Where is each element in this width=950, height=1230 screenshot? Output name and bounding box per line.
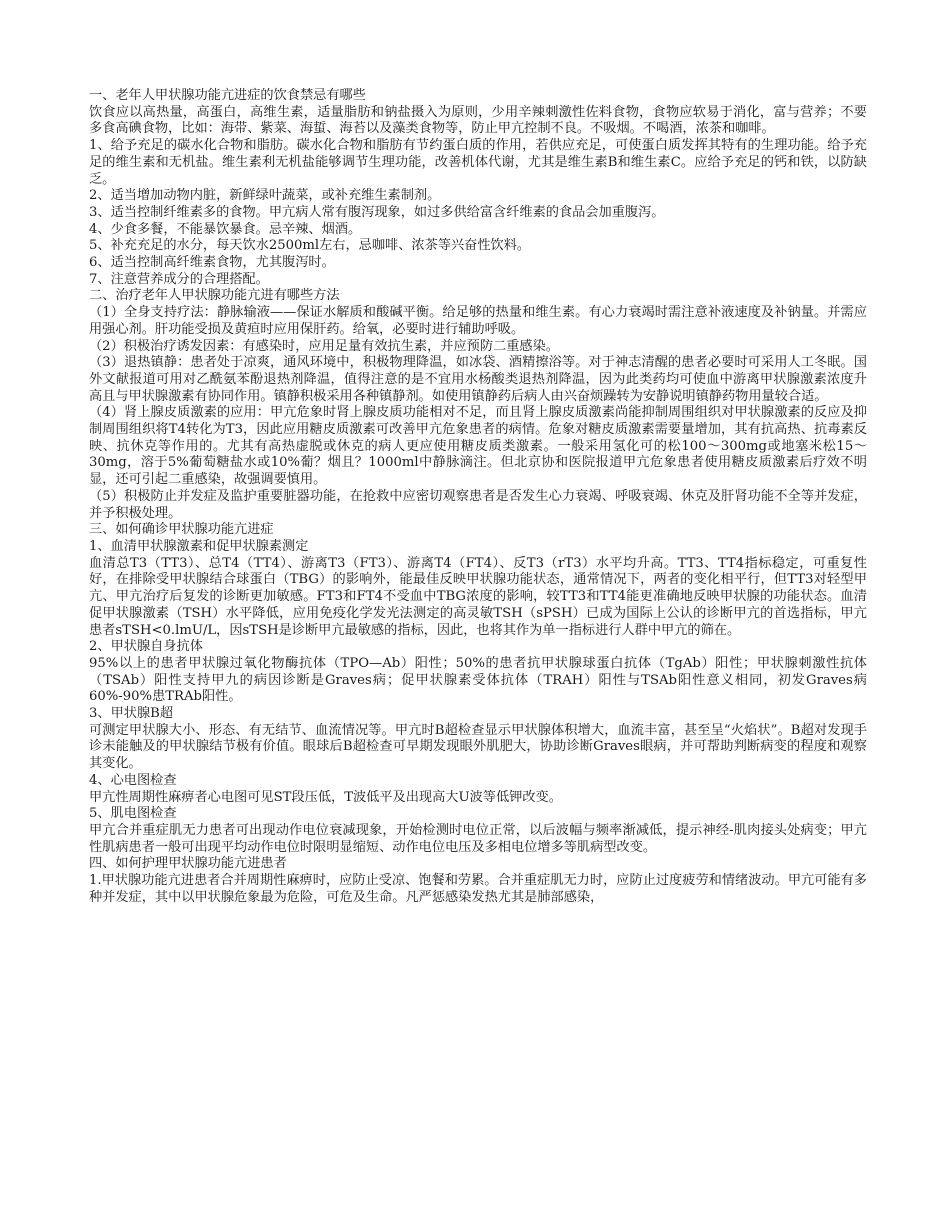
- paragraph: 3、适当控制纤维素多的食物。甲亢病人常有腹泻现象，如过多供给富含纤维素的食品会加重腹泻。: [89, 204, 665, 220]
- paragraph: 2、适当增加动物内脏，新鲜绿叶蔬菜，或补充维生素制剂。: [89, 188, 441, 204]
- paragraph: 5、肌电图检查: [89, 806, 177, 822]
- paragraph: 甲亢合并重症肌无力患者可出现动作电位衰减现象，开始检测时电位正常，以后波幅与频率渐减低，提示神经-肌肉接头处病变；甲亢性肌病患者一般可出现平均动作电位时限明显缩短、动作电位电压及多相电位增多等肌病型改变。: [89, 822, 867, 855]
- paragraph: （4）肾上腺皮质激素的应用：甲亢危象时肾上腺皮质功能相对不足，而且肾上腺皮质激素尚能抑制周围组织对甲状腺激素的反应及抑制周围组织将T4转化为T3，因此应用糖皮质激素可改善甲亢危象患者的病情。危象对糖皮质激素需要量增加，其有抗高热、抗毒素反映、抗休克等作用的。尤其有高热虚脱或休克的病人更应使用糖皮质类激素。一般采用氢化可的松100～300mg或地塞米松15～30mg，溶于5%葡萄糖盐水或10%葡？烟且？1000ml中静脉滴注。但北京协和医院报道甲亢危象患者使用糖皮质激素后疗效不明显，还可引起二重感染，故强调要慎用。: [89, 405, 867, 488]
- paragraph: （1）全身支持疗法：静脉输液——保证水解质和酸碱平衡。给足够的热量和维生素。有心力衰竭时需注意补液速度及补钠量。并需应用强心剂。肝功能受损及黄疸时应用保肝药。给氧，必要时进行辅助呼吸。: [89, 305, 867, 337]
- paragraph: （3）退热镇静：患者处于凉爽，通风环境中，积极物理降温，如冰袋、酒精擦浴等。对于神志清醒的患者必要时可采用人工冬眠。国外文献报道可用对乙酰氨苯酚退热剂降温，值得注意的是不宜用水杨酸类退热剂降温，因为此类药均可使血中游离甲状腺激素浓度升高且与甲状腺激素有协同作用。镇静积极采用各种镇静剂。如使用镇静药后病人由兴奋烦躁转为安静说明镇静药物用量较合适。: [89, 355, 867, 404]
- section-heading: 一、老年人甲状腺功能亢进症的饮食禁忌有哪些: [89, 88, 366, 103]
- paragraph: （5）积极防止并发症及监护重要脏器功能，在抢救中应密切观察患者是否发生心力衰竭、呼吸衰竭、休克及肝肾功能不全等并发症，并予积极处理。: [89, 488, 867, 521]
- paragraph: 7、注意营养成分的合理搭配。: [89, 271, 269, 287]
- document-body: [89, 88, 867, 906]
- section-heading: 四、如何护理甲状腺功能亢进患者: [89, 856, 287, 872]
- section-heading: 二、治疗老年人甲状腺功能亢进有哪些方法: [89, 288, 340, 304]
- paragraph: 1.甲状腺功能亢进患者合并周期性麻痹时，应防止受凉、饱餐和劳累。合并重症肌无力时，应防止过度疲劳和情绪波动。甲亢可能有多种并发症，其中以甲状腺危象最为危险，可危及生命。凡严惩感染发热尤其是肺部感染，: [89, 873, 867, 905]
- paragraph: 可测定甲状腺大小、形态、有无结节、血流情况等。甲亢时B超检查显示甲状腺体积增大，血流丰富，甚至呈“火焰状”。B超对发现手诊未能触及的甲状腺结节极有价值。眼球后B超检查可早期发现眼外肌肥大，协助诊断Graves眼病，并可帮助判断病变的程度和观察其变化。: [89, 722, 867, 772]
- paragraph: 6、适当控制高纤维素食物，尤其腹泻时。: [89, 255, 335, 271]
- paragraph: 2、甲状腺自身抗体: [89, 639, 203, 655]
- paragraph: 4、心电图检查: [89, 772, 177, 788]
- paragraph: 95%以上的患者甲状腺过氧化物酶抗体（TPO—Ab）阳性；50%的患者抗甲状腺球蛋白抗体（TgAb）阳性；甲状腺刺激性抗体（TSAb）阳性支持甲九的病因诊断是Graves病；促甲状腺素受体抗体（TRAH）阳性与TSAb阳性意义相同，初发Graves病60%-90%患TRAb阳性。: [89, 655, 867, 705]
- paragraph: 1、给予充足的碳水化合物和脂肪。碳水化合物和脂肪有节约蛋白质的作用，若供应充足，可使蛋白质发挥其特有的生理功能。给予充足的维生素和无机盐。维生素利无机盐能够调节生理功能，改善机体代谢，尤其是维生素B和维生素C。应给予充足的钙和铁，以防缺乏。: [89, 138, 867, 187]
- paragraph: 甲亢性周期性麻痹者心电图可见ST段压低，T波低平及出现高大U波等低钾改变。: [89, 789, 562, 805]
- paragraph: 4、少食多餐，不能暴饮暴食。忌辛辣、烟酒。: [89, 221, 362, 237]
- paragraph: 3、甲状腺B超: [89, 706, 174, 722]
- paragraph: 1、血清甲状腺激素和促甲状腺素测定: [89, 538, 309, 554]
- paragraph: （2）积极治疗诱发因素：有感染时，应用足量有效抗生素，并应预防二重感染。: [89, 338, 559, 354]
- paragraph: 血清总T3（TT3）、总T4（TT4）、游离T3（FT3）、游离T4（FT4）、反T3（rT3）水平均升高。TT3、TT4指标稳定，可重复性好，在排除受甲状腺结合球蛋白（TBG）的影响外，能最佳反映甲状腺功能状态，通常情况下，两者的变化相平行，但TT3对轻型甲亢、甲亢治疗后复发的诊断更加敏感。FT3和FT4不受血中TBG浓度的影响，较TT3和TT4能更准确地反映甲状腺的功能状态。血清促甲状腺激素（TSH）水平降低，应用免疫化学发光法测定的高灵敏TSH（sPSH）已成为国际上公认的诊断甲亢的首选指标，甲亢患者sTSH<0.lmU/L，因sTSH是诊断甲亢最敏感的指标，因此，也将其作为单一指标进行人群中甲亢的筛在。: [89, 555, 867, 638]
- paragraph: 5、补充充足的水分，每天饮水2500ml左右，忌咖啡、浓茶等兴奋性饮料。: [89, 238, 531, 254]
- paragraph: 饮食应以高热量，高蛋白，高维生素，适量脂肪和钠盐摄入为原则，少用辛辣刺激性佐料食物，食物应软易于消化，富与营养；不要多食高碘食物，比如：海带、紫菜、海蜇、海苔以及藻类食物等，防止甲亢控制不良。不吸烟。不喝酒，浓茶和咖啡。: [89, 104, 867, 137]
- section-heading: 三、如何确诊甲状腺功能亢进症: [89, 522, 274, 538]
